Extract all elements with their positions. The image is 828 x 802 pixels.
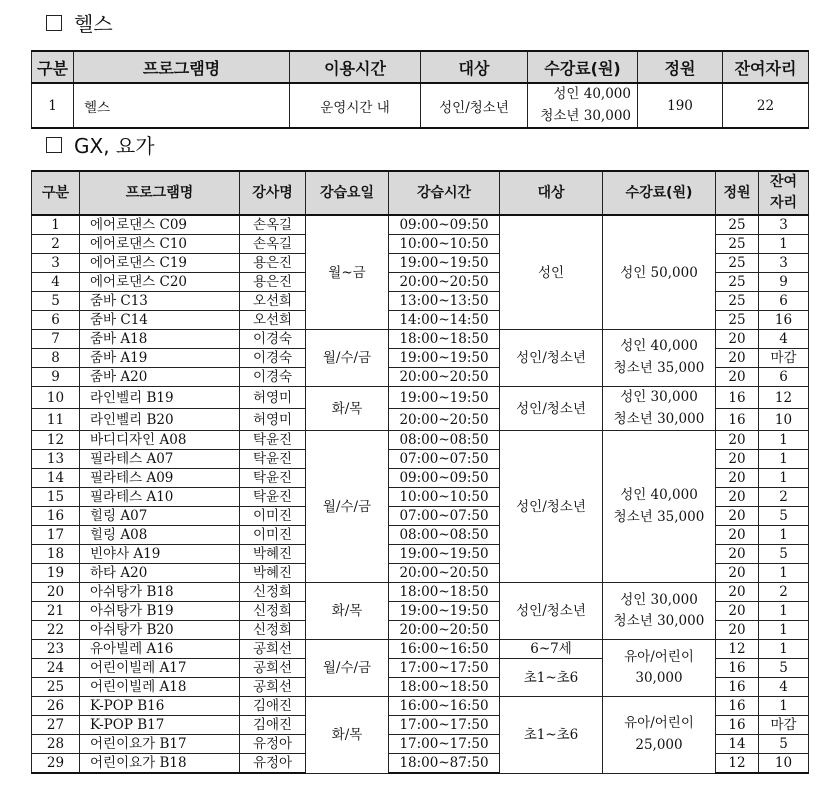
program-name: 유아빌레 A16 (80, 640, 240, 659)
instructor-name: 탁윤진 (240, 450, 306, 469)
capacity: 20 (716, 545, 759, 564)
capacity: 14 (716, 735, 759, 754)
target: 성인 (500, 215, 603, 330)
program-name: 어린이빌레 A18 (80, 678, 240, 697)
fee (603, 697, 716, 774)
program-name: 필라테스 A09 (80, 469, 240, 488)
capacity: 16 (716, 409, 759, 431)
row-number: 9 (32, 368, 80, 387)
row-number: 1 (32, 83, 74, 128)
class-time: 08:00~08:50 (389, 526, 500, 545)
class-time: 17:00~17:50 (389, 659, 500, 678)
table-row (32, 215, 809, 235)
class-days: 월/수/금 (306, 640, 389, 697)
row-number: 2 (32, 235, 80, 254)
program-name: 줌바 C14 (80, 311, 240, 330)
capacity: 16 (716, 678, 759, 697)
capacity: 25 (716, 273, 759, 292)
target: 성인/청소년 (500, 387, 603, 431)
capacity: 20 (716, 368, 759, 387)
capacity: 16 (716, 659, 759, 678)
remaining: 마감 (759, 349, 809, 368)
remaining: 4 (759, 330, 809, 349)
usage-time: 운영시간 내 (290, 83, 421, 128)
instructor-name: 공희선 (240, 640, 306, 659)
class-days: 월/수/금 (306, 330, 389, 387)
class-time: 07:00~07:50 (389, 450, 500, 469)
row-number: 12 (32, 431, 80, 450)
class-time: 19:00~19:50 (389, 545, 500, 564)
instructor-name: 이미진 (240, 507, 306, 526)
fee-line: 성인 40,000 (620, 487, 698, 504)
instructor-name: 신정희 (240, 583, 306, 602)
program-name: 줌바 A20 (80, 368, 240, 387)
program-name: 아쉬탕가 B19 (80, 602, 240, 621)
fee-line: 30,000 (635, 670, 683, 687)
header-cell: 구분 (32, 51, 74, 83)
capacity: 25 (716, 292, 759, 311)
capacity: 20 (716, 450, 759, 469)
table-row (32, 583, 809, 602)
class-days: 월~금 (306, 215, 389, 330)
program-name: 힐링 A08 (80, 526, 240, 545)
header-cell: 강습시간 (389, 171, 500, 215)
instructor-name: 박혜진 (240, 564, 306, 583)
row-number: 26 (32, 697, 80, 716)
fee (603, 431, 716, 583)
fee (603, 640, 716, 697)
remaining: 1 (759, 640, 809, 659)
target: 6~7세 (500, 640, 603, 659)
target: 초1~초6 (500, 697, 603, 774)
capacity: 25 (716, 235, 759, 254)
instructor-name: 김애진 (240, 716, 306, 735)
program-name: 아쉬탕가 B20 (80, 621, 240, 640)
fee-line: 성인 30,000 (620, 591, 698, 608)
target: 성인/청소년 (500, 431, 603, 583)
instructor-name: 오선희 (240, 311, 306, 330)
header-cell: 프로그램명 (74, 51, 290, 83)
remaining: 10 (759, 754, 809, 774)
instructor-name: 탁윤진 (240, 469, 306, 488)
table-header-row (32, 171, 809, 215)
target: 성인/청소년 (500, 583, 603, 640)
class-time: 20:00~20:50 (389, 621, 500, 640)
program-name: 빈야사 A19 (80, 545, 240, 564)
capacity: 20 (716, 583, 759, 602)
capacity: 20 (716, 526, 759, 545)
program-name: 헬스 (74, 83, 290, 128)
class-days: 화/목 (306, 697, 389, 774)
instructor-name: 이경숙 (240, 330, 306, 349)
capacity: 20 (716, 621, 759, 640)
table-row (32, 330, 809, 349)
instructor-name: 허영미 (240, 387, 306, 409)
remaining: 5 (759, 659, 809, 678)
capacity: 20 (716, 330, 759, 349)
capacity: 20 (716, 564, 759, 583)
header-cell: 이용시간 (290, 51, 421, 83)
checkbox-square-icon (46, 137, 62, 153)
program-name: 아쉬탕가 B18 (80, 583, 240, 602)
capacity: 16 (716, 716, 759, 735)
capacity: 12 (716, 754, 759, 774)
capacity: 20 (716, 602, 759, 621)
section-title: 헬스 (74, 12, 113, 36)
fee-adult: 성인 40,000 (553, 86, 631, 102)
remaining: 1 (759, 564, 809, 583)
capacity: 190 (638, 83, 723, 128)
capacity: 20 (716, 507, 759, 526)
fee (603, 387, 716, 431)
instructor-name: 공희선 (240, 678, 306, 697)
remaining: 1 (759, 235, 809, 254)
class-time: 19:00~19:50 (389, 254, 500, 273)
instructor-name: 오선희 (240, 292, 306, 311)
row-number: 23 (32, 640, 80, 659)
row-number: 21 (32, 602, 80, 621)
fee-line: 유아/어린이 (624, 715, 694, 732)
fee-line: 성인 40,000 (620, 338, 698, 355)
instructor-name: 박혜진 (240, 545, 306, 564)
fee: 성인 50,000 (603, 215, 716, 330)
row-number: 3 (32, 254, 80, 273)
instructor-name: 탁윤진 (240, 431, 306, 450)
row-number: 6 (32, 311, 80, 330)
capacity: 16 (716, 387, 759, 409)
class-time: 13:00~13:50 (389, 292, 500, 311)
header-cell: 대상 (421, 51, 528, 83)
row-number: 7 (32, 330, 80, 349)
target: 성인/청소년 (500, 330, 603, 387)
section-heading-health (46, 8, 113, 37)
table-header-row (32, 51, 809, 83)
table-row (32, 431, 809, 450)
remaining: 5 (759, 735, 809, 754)
target: 초1~초6 (500, 659, 603, 697)
class-time: 20:00~20:50 (389, 409, 500, 431)
capacity: 20 (716, 349, 759, 368)
class-time: 19:00~19:50 (389, 349, 500, 368)
capacity: 20 (716, 488, 759, 507)
row-number: 18 (32, 545, 80, 564)
program-name: 필라테스 A07 (80, 450, 240, 469)
class-time: 17:00~17:50 (389, 716, 500, 735)
program-name: 줌바 A19 (80, 349, 240, 368)
target: 성인/청소년 (421, 83, 528, 128)
fee (603, 330, 716, 387)
class-time: 19:00~19:50 (389, 387, 500, 409)
fee-line: 유아/어린이 (624, 648, 694, 665)
row-number: 1 (32, 215, 80, 235)
remaining: 3 (759, 215, 809, 235)
row-number: 5 (32, 292, 80, 311)
header-cell: 강사명 (240, 171, 306, 215)
fee-line: 25,000 (635, 736, 683, 753)
program-name: 어린이요가 B18 (80, 754, 240, 774)
instructor-name: 유정아 (240, 754, 306, 774)
header-cell: 잔여자리 (723, 51, 809, 83)
table-row (32, 83, 809, 128)
remaining: 1 (759, 431, 809, 450)
remaining: 9 (759, 273, 809, 292)
class-days: 화/목 (306, 387, 389, 431)
instructor-name: 유정아 (240, 735, 306, 754)
instructor-name: 공희선 (240, 659, 306, 678)
table-row (32, 697, 809, 716)
section-title: GX, 요가 (74, 134, 155, 158)
fee-line: 청소년 30,000 (613, 410, 705, 427)
row-number: 11 (32, 409, 80, 431)
class-time: 18:00~87:50 (389, 754, 500, 774)
program-name: 에어로댄스 C10 (80, 235, 240, 254)
remaining: 22 (723, 83, 809, 128)
class-time: 09:00~09:50 (389, 215, 500, 235)
remaining: 1 (759, 697, 809, 716)
class-time: 20:00~20:50 (389, 564, 500, 583)
remaining: 2 (759, 488, 809, 507)
program-name: 바디디자인 A08 (80, 431, 240, 450)
header-cell: 구분 (32, 171, 80, 215)
class-time: 18:00~18:50 (389, 583, 500, 602)
program-name: 에어로댄스 C19 (80, 254, 240, 273)
row-number: 13 (32, 450, 80, 469)
row-number: 22 (32, 621, 80, 640)
capacity: 20 (716, 469, 759, 488)
remaining: 10 (759, 409, 809, 431)
fee (603, 583, 716, 640)
gx-yoga-table (31, 170, 809, 774)
checkbox-square-icon (46, 15, 62, 31)
fee (528, 83, 638, 128)
program-name: 에어로댄스 C20 (80, 273, 240, 292)
instructor-name: 이경숙 (240, 368, 306, 387)
instructor-name: 김애진 (240, 697, 306, 716)
section-heading-gx-yoga (46, 130, 155, 159)
row-number: 20 (32, 583, 80, 602)
remaining: 5 (759, 545, 809, 564)
remaining: 2 (759, 583, 809, 602)
remaining: 6 (759, 368, 809, 387)
header-cell: 정원 (716, 171, 759, 215)
instructor-name: 이미진 (240, 526, 306, 545)
remaining: 1 (759, 621, 809, 640)
instructor-name: 이경숙 (240, 349, 306, 368)
class-time: 09:00~09:50 (389, 469, 500, 488)
row-number: 15 (32, 488, 80, 507)
table-row (32, 640, 809, 659)
capacity: 12 (716, 640, 759, 659)
row-number: 24 (32, 659, 80, 678)
program-name: 라인벨리 B20 (80, 409, 240, 431)
class-time: 07:00~07:50 (389, 507, 500, 526)
row-number: 16 (32, 507, 80, 526)
instructor-name: 손옥길 (240, 215, 306, 235)
class-days: 화/목 (306, 583, 389, 640)
row-number: 19 (32, 564, 80, 583)
row-number: 14 (32, 469, 80, 488)
instructor-name: 손옥길 (240, 235, 306, 254)
row-number: 8 (32, 349, 80, 368)
program-name: 필라테스 A10 (80, 488, 240, 507)
instructor-name: 신정희 (240, 621, 306, 640)
class-time: 08:00~08:50 (389, 431, 500, 450)
row-number: 4 (32, 273, 80, 292)
fee-line: 청소년 35,000 (613, 360, 705, 376)
header-cell: 강습요일 (306, 171, 389, 215)
row-number: 10 (32, 387, 80, 409)
class-time: 10:00~10:50 (389, 235, 500, 254)
header-cell: 수강료(원) (603, 171, 716, 215)
remaining: 3 (759, 254, 809, 273)
program-name: K-POP B16 (80, 697, 240, 716)
remaining: 1 (759, 602, 809, 621)
program-name: 라인벨리 B19 (80, 387, 240, 409)
program-name: 줌바 A18 (80, 330, 240, 349)
capacity: 16 (716, 697, 759, 716)
header-cell: 잔여 자리 (769, 174, 798, 211)
class-time: 14:00~14:50 (389, 311, 500, 330)
header-cell: 수강료(원) (528, 51, 638, 83)
remaining: 16 (759, 311, 809, 330)
remaining: 1 (759, 450, 809, 469)
instructor-name: 용은진 (240, 254, 306, 273)
program-name: 어린이빌레 A17 (80, 659, 240, 678)
capacity: 25 (716, 254, 759, 273)
table-row (32, 387, 809, 409)
class-time: 20:00~20:50 (389, 273, 500, 292)
program-name: 줌바 C13 (80, 292, 240, 311)
class-time: 16:00~16:50 (389, 697, 500, 716)
header-cell: 정원 (638, 51, 723, 83)
header-cell: 프로그램명 (80, 171, 240, 215)
instructor-name: 탁윤진 (240, 488, 306, 507)
program-name: 에어로댄스 C09 (80, 215, 240, 235)
class-time: 16:00~16:50 (389, 640, 500, 659)
capacity: 20 (716, 431, 759, 450)
row-number: 29 (32, 754, 80, 774)
fee-line: 청소년 30,000 (613, 613, 705, 630)
class-time: 18:00~18:50 (389, 330, 500, 349)
class-time: 20:00~20:50 (389, 368, 500, 387)
row-number: 25 (32, 678, 80, 697)
remaining: 1 (759, 526, 809, 545)
remaining: 12 (759, 387, 809, 409)
remaining: 마감 (759, 716, 809, 735)
header-cell (759, 171, 809, 215)
class-time: 18:00~18:50 (389, 678, 500, 697)
program-name: K-POP B17 (80, 716, 240, 735)
program-name: 어린이요가 B17 (80, 735, 240, 754)
header-cell: 대상 (500, 171, 603, 215)
instructor-name: 신정희 (240, 602, 306, 621)
row-number: 27 (32, 716, 80, 735)
instructor-name: 용은진 (240, 273, 306, 292)
fee-youth: 청소년 30,000 (540, 107, 631, 124)
capacity: 25 (716, 215, 759, 235)
remaining: 4 (759, 678, 809, 697)
class-time: 17:00~17:50 (389, 735, 500, 754)
instructor-name: 허영미 (240, 409, 306, 431)
fee-line: 청소년 35,000 (613, 508, 705, 525)
program-name: 힐링 A07 (80, 507, 240, 526)
class-days: 월/수/금 (306, 431, 389, 583)
remaining: 1 (759, 469, 809, 488)
row-number: 28 (32, 735, 80, 754)
capacity: 25 (716, 311, 759, 330)
class-time: 10:00~10:50 (389, 488, 500, 507)
row-number: 17 (32, 526, 80, 545)
remaining: 6 (759, 292, 809, 311)
health-program-table (31, 50, 809, 129)
class-time: 19:00~19:50 (389, 602, 500, 621)
program-name: 하타 A20 (80, 564, 240, 583)
remaining: 5 (759, 507, 809, 526)
fee-line: 성인 30,000 (620, 389, 698, 405)
